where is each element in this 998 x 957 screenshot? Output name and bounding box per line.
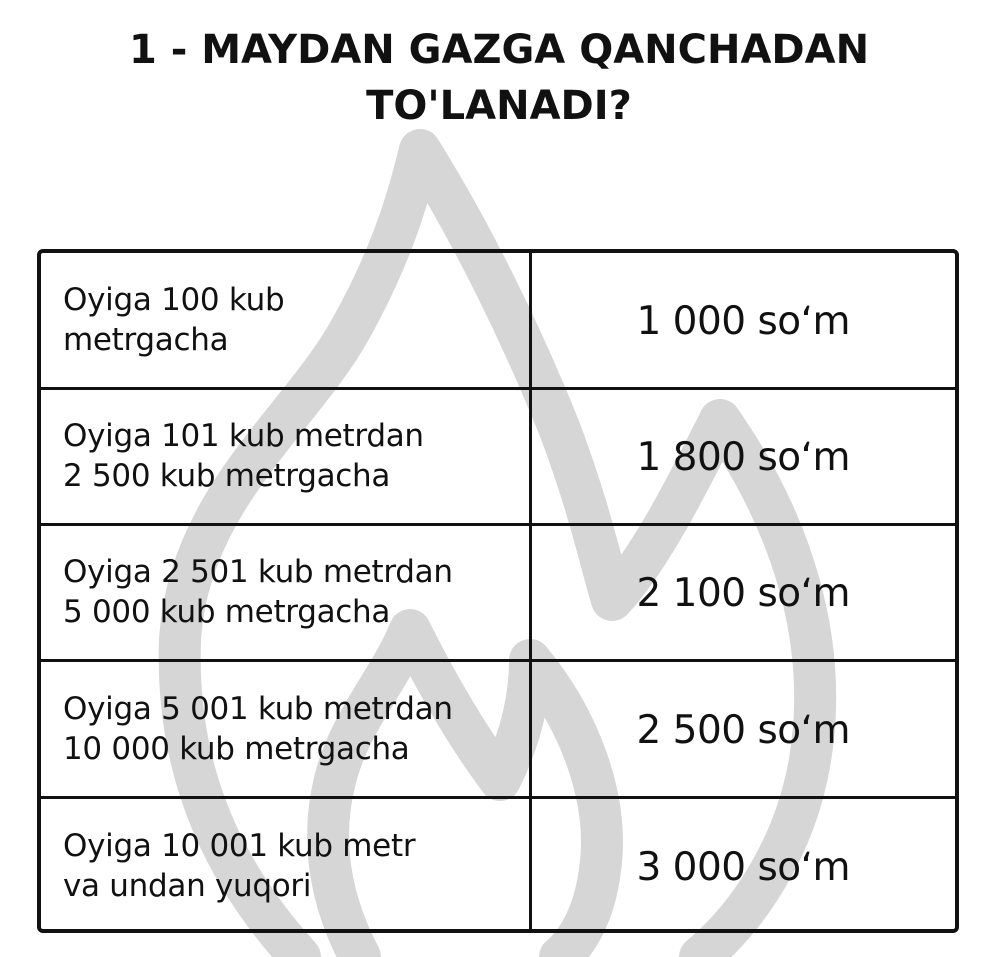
volume-range-line-1: Oyiga 10 001 kub metr — [63, 827, 416, 864]
volume-range-line-1: Oyiga 100 kub — [63, 281, 285, 318]
volume-range-line-2: 5 000 kub metrgacha — [63, 594, 391, 630]
title-line-2: TO'LANADI? — [366, 83, 632, 129]
price-cell: 1 800 so‘m — [530, 388, 955, 524]
title-line-1: 1 - MAYDAN GAZGA QANCHADAN — [128, 27, 870, 73]
table-row — [41, 797, 955, 933]
table-row — [41, 388, 955, 524]
price-cell: 1 000 so‘m — [530, 253, 955, 388]
page-title — [0, 22, 998, 134]
table-row — [41, 253, 955, 388]
table-row — [41, 524, 955, 660]
volume-range-line-1: Oyiga 2 501 kub metrdan — [63, 554, 453, 590]
table-row — [41, 660, 955, 797]
volume-range-line-2: va undan yuqori — [63, 867, 312, 904]
volume-range-cell — [41, 524, 530, 660]
volume-range-line-1: Oyiga 101 kub metrdan — [63, 418, 424, 454]
volume-range-cell — [41, 660, 530, 797]
volume-range-cell — [41, 388, 530, 524]
volume-range-line-2: 2 500 kub metrgacha — [63, 458, 391, 494]
price-cell: 3 000 so‘m — [530, 797, 955, 933]
volume-range-line-2: 10 000 kub metrgacha — [63, 730, 410, 767]
tariff-table — [37, 249, 959, 933]
volume-range-line-2: metrgacha — [63, 321, 229, 358]
price-cell: 2 100 so‘m — [530, 524, 955, 660]
volume-range-cell — [41, 253, 530, 388]
volume-range-cell — [41, 797, 530, 933]
price-cell: 2 500 so‘m — [530, 660, 955, 797]
volume-range-line-1: Oyiga 5 001 kub metrdan — [63, 690, 453, 727]
